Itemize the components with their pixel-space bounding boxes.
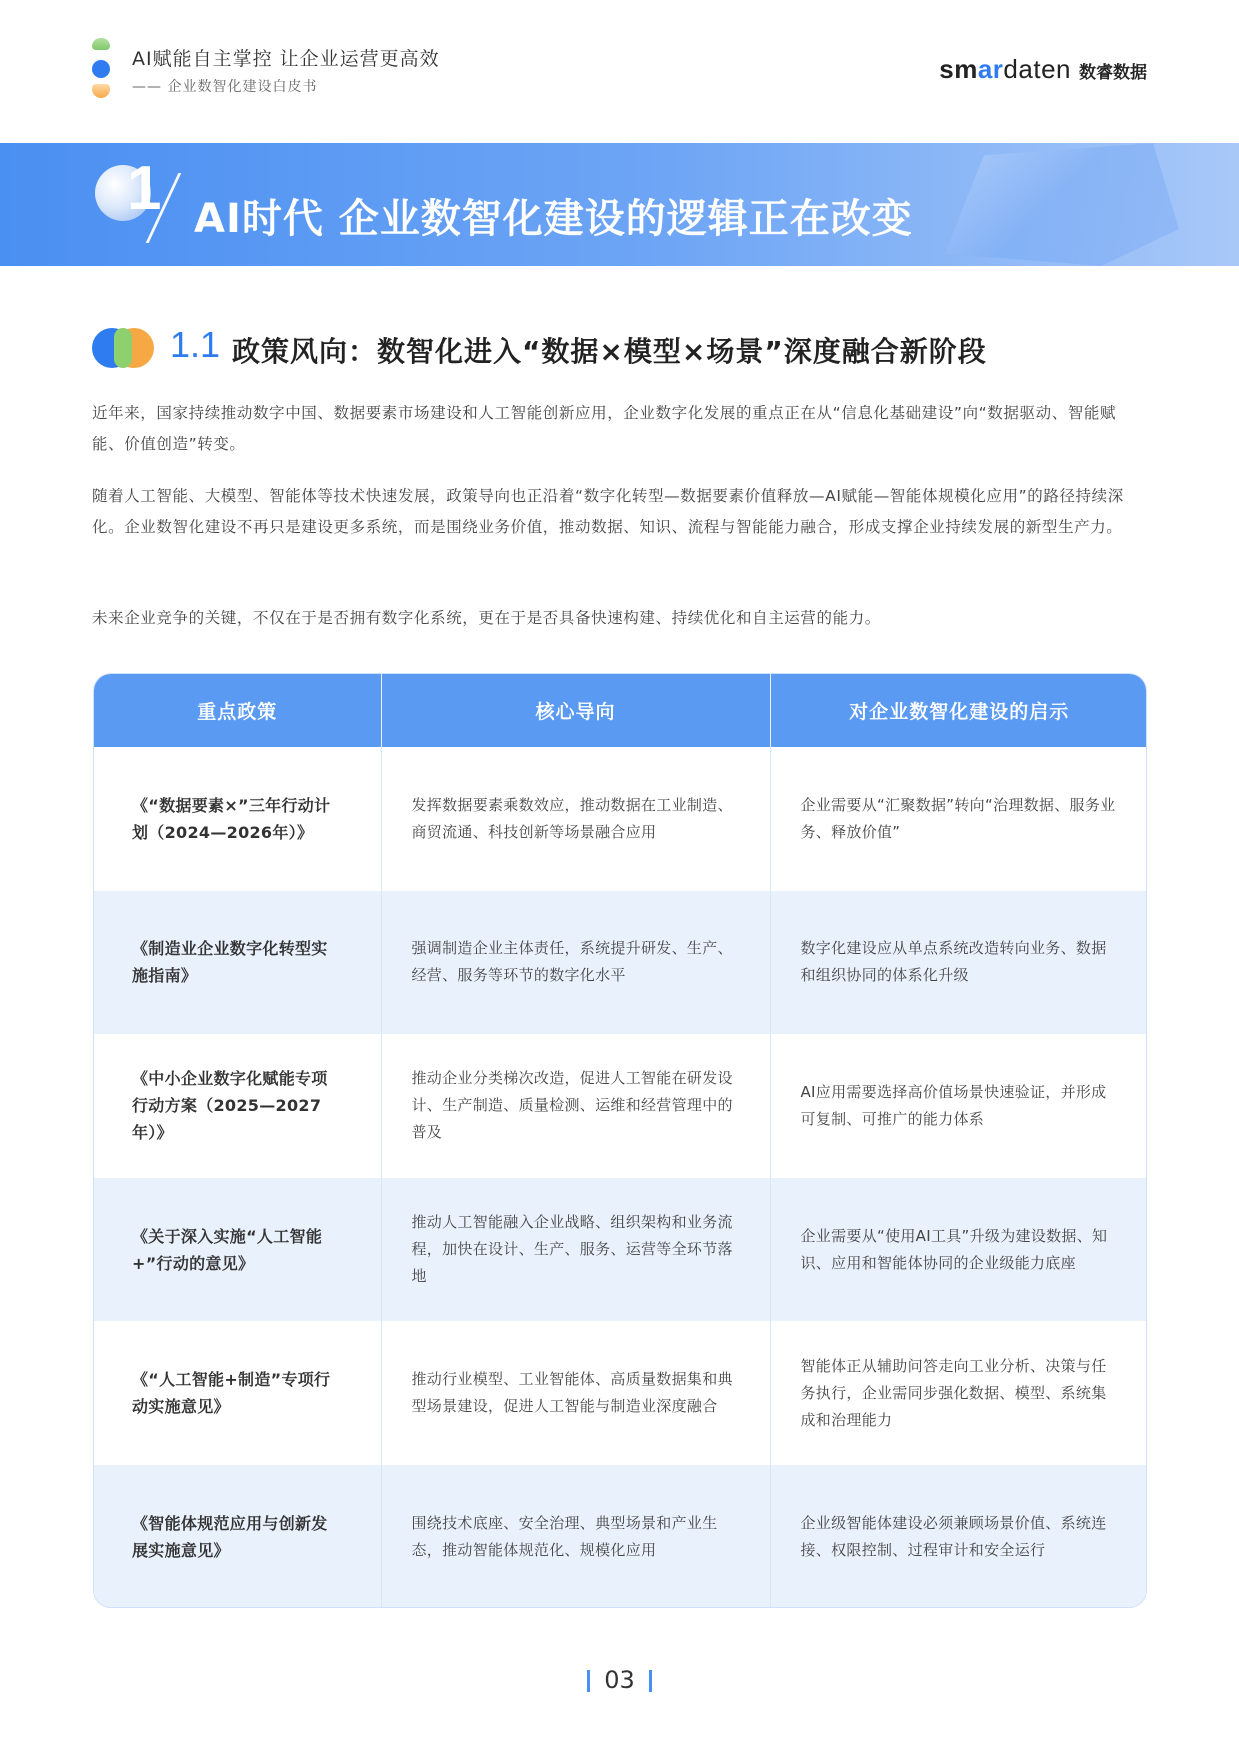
table-row — [94, 1034, 1147, 1178]
page-number-text: 03 — [604, 1666, 635, 1694]
table-row — [94, 891, 1147, 1035]
body-paragraph: 近年来，国家持续推动数字中国、数据要素市场建设和人工智能创新应用，企业数字化发展的重点正在从“信息化基础建设”向“数据驱动、智能赋能、价值创造”转变。 — [92, 404, 1117, 453]
page-number-bar-right — [649, 1670, 652, 1692]
table-row — [94, 747, 1147, 891]
header-title: AI赋能自主掌控 让企业运营更高效 — [132, 48, 440, 70]
chapter-number: 1 — [127, 154, 162, 223]
brand-wordmark: smardaten — [939, 54, 1071, 84]
body-paragraph: 随着人工智能、大模型、智能体等技术快速发展，政策导向也正沿着“数字化转型—数据要素价值释放—AI赋能—智能体规模化应用”的路径持续深化。企业数智化建设不再只是建设更多系统，而是围绕业务价值，推动数据、知识、流程与智能能力融合，形成支撑企业持续发展的新型生产力。 — [92, 487, 1124, 536]
brand-logo — [939, 54, 1147, 85]
cube-decoration-icon — [919, 143, 1179, 266]
policy-direction-cell: 围绕技术底座、安全治理、典型场景和产业生态，推动智能体规范化、规模化应用 — [381, 1465, 770, 1608]
policy-name-cell: 《智能体规范应用与创新发展实施意见》 — [94, 1465, 381, 1608]
policy-direction-cell: 推动行业模型、工业智能体、高质量数据集和典型场景建设，促进人工智能与制造业深度融合 — [381, 1321, 770, 1465]
policy-insight-cell: 企业需要从“汇聚数据”转向“治理数据、服务业务、释放价值” — [770, 747, 1147, 891]
table-row — [94, 1465, 1147, 1608]
chapter-title: AI时代 企业数智化建设的逻辑正在改变 — [194, 196, 913, 242]
policy-insight-cell: 企业级智能体建设必须兼顾场景价值、系统连接、权限控制、过程审计和安全运行 — [770, 1465, 1147, 1608]
logo-dots-icon — [92, 38, 112, 100]
policy-name-cell: 《“数据要素×”三年行动计划（2024—2026年）》 — [94, 747, 381, 891]
page-header — [0, 0, 1239, 143]
policy-insight-cell: 智能体正从辅助问答走向工业分析、决策与任务执行，企业需同步强化数据、模型、系统集成和治理能力 — [770, 1321, 1147, 1465]
policy-insight-cell: AI应用需要选择高价值场景快速验证，并形成可复制、可推广的能力体系 — [770, 1034, 1147, 1178]
chapter-banner — [0, 143, 1239, 266]
policy-direction-cell: 推动人工智能融入企业战略、组织架构和业务流程，加快在设计、生产、服务、运营等全环节落地 — [381, 1178, 770, 1322]
policy-direction-cell: 强调制造企业主体责任，系统提升研发、生产、经营、服务等环节的数字化水平 — [381, 891, 770, 1035]
table-row — [94, 1178, 1147, 1322]
section-title: 政策风向：数智化进入“数据×模型×场景”深度融合新阶段 — [232, 335, 987, 368]
table-header-cell: 重点政策 — [94, 674, 381, 747]
policy-name-cell: 《中小企业数字化赋能专项行动方案（2025—2027年）》 — [94, 1034, 381, 1178]
policy-direction-cell: 推动企业分类梯次改造，促进人工智能在研发设计、生产制造、质量检测、运维和经营管理中的普及 — [381, 1034, 770, 1178]
policy-insight-cell: 企业需要从“使用AI工具”升级为建设数据、知识、应用和智能体协同的企业级能力底座 — [770, 1178, 1147, 1322]
policy-table — [93, 673, 1147, 1608]
policy-name-cell: 《制造业企业数字化转型实施指南》 — [94, 891, 381, 1035]
header-subtitle: —— 企业数智化建设白皮书 — [132, 79, 318, 95]
page-number-bar-left — [587, 1670, 590, 1692]
page-number — [0, 1666, 1239, 1694]
policy-name-cell: 《“人工智能+制造”专项行动实施意见》 — [94, 1321, 381, 1465]
policy-name-cell: 《关于深入实施“人工智能+”行动的意见》 — [94, 1178, 381, 1322]
brand-chinese-name: 数睿数据 — [1079, 63, 1147, 83]
table-header-cell: 对企业数智化建设的启示 — [770, 674, 1147, 747]
body-paragraph: 未来企业竞争的关键，不仅在于是否拥有数字化系统，更在于是否具备快速构建、持续优化和自主运营的能力。 — [92, 609, 881, 627]
table-header-cell: 核心导向 — [381, 674, 770, 747]
policy-insight-cell: 数字化建设应从单点系统改造转向业务、数据和组织协同的体系化升级 — [770, 891, 1147, 1035]
table-row — [94, 1321, 1147, 1465]
table-header-row — [94, 674, 1147, 747]
section-number: 1.1 — [170, 324, 221, 365]
policy-direction-cell: 发挥数据要素乘数效应，推动数据在工业制造、商贸流通、科技创新等场景融合应用 — [381, 747, 770, 891]
section-circles-icon — [92, 328, 156, 368]
